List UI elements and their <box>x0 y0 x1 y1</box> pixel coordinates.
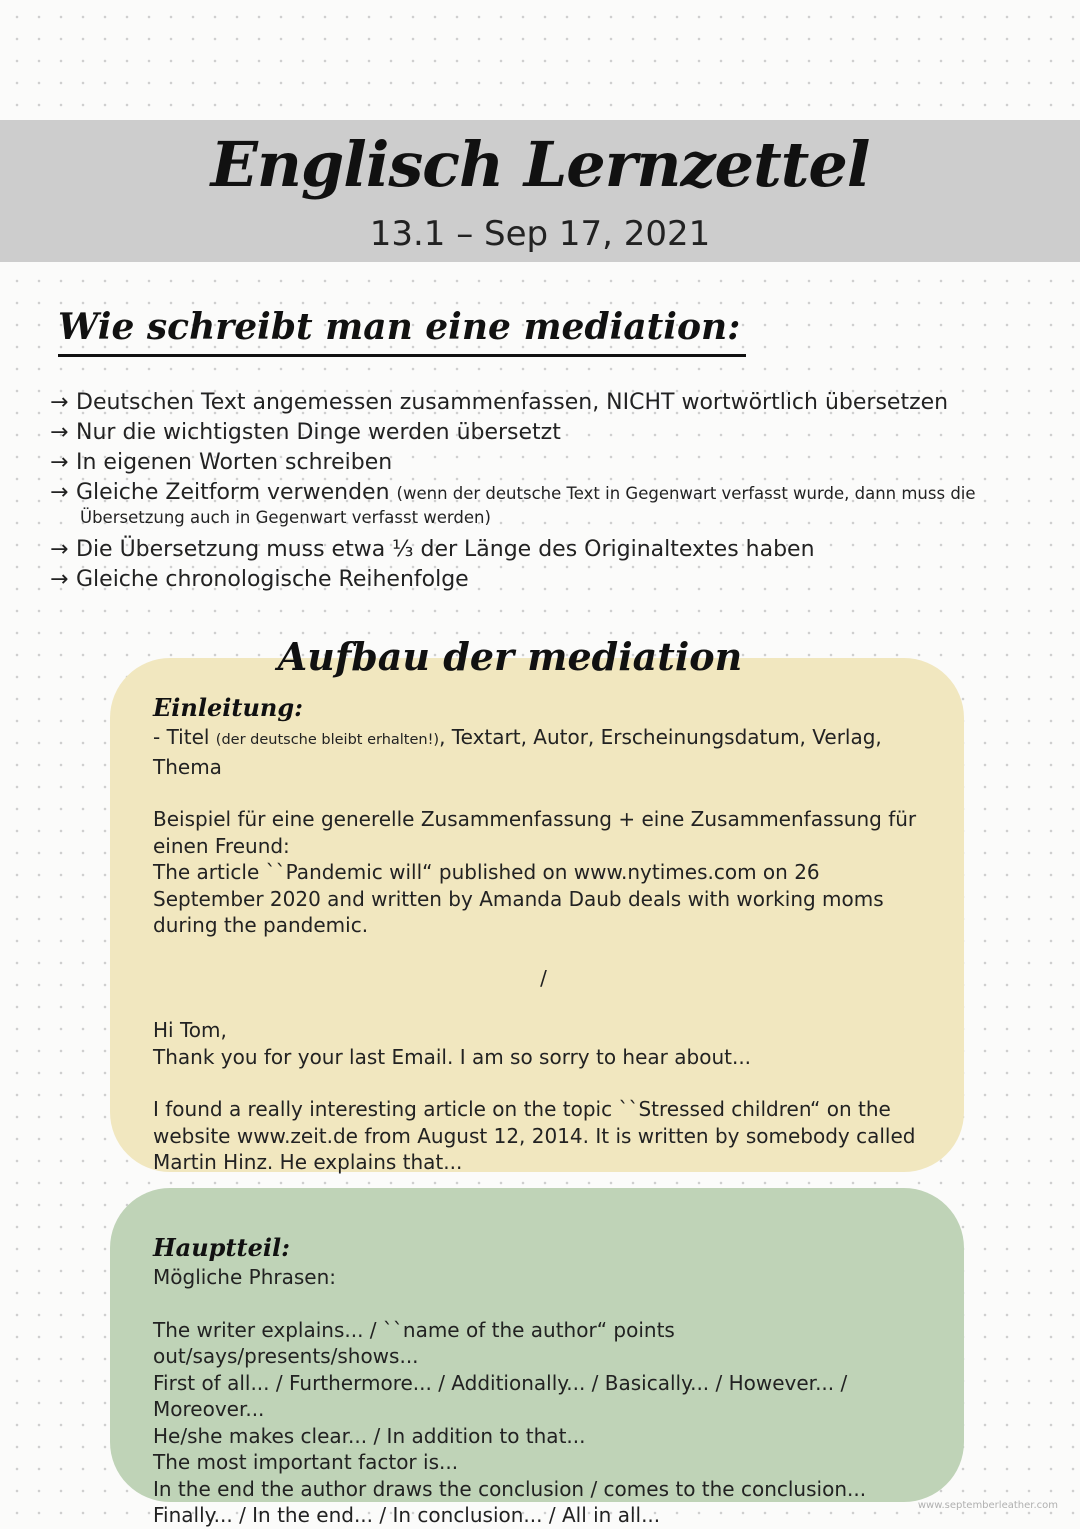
hauptteil-label: Hauptteil: <box>153 1233 290 1262</box>
arrow-right-icon: → <box>50 450 69 475</box>
email-line: Thank you for your last Email. I am so sorry to hear about... <box>153 1044 752 1069</box>
line-note: (der deutsche bleibt erhalten!) <box>215 732 440 748</box>
arrow-right-icon: → <box>50 537 69 562</box>
rule-text: Gleiche Zeitform verwenden <box>76 480 390 505</box>
arrow-right-icon: → <box>50 420 69 445</box>
arrow-right-icon: → <box>50 480 69 505</box>
phrase-line: In the end the author draws the conclusion / comes to the conclusion... <box>153 1476 867 1501</box>
rules-list <box>50 388 1030 595</box>
hauptteil-box <box>110 1188 964 1527</box>
phrases-intro: Mögliche Phrasen: <box>153 1265 336 1289</box>
einleitung-label: Einleitung: <box>153 693 303 722</box>
watermark: www.septemberleather.com <box>917 1500 1058 1511</box>
list-item <box>50 535 1030 565</box>
rule-note-continuation: Übersetzung auch in Gegenwart verfasst werden) <box>80 508 491 527</box>
section-heading-aufbau: Aufbau der mediation <box>277 634 743 679</box>
phrase-line: The writer explains... / ``name of the author“ points out/says/presents/shows... <box>153 1317 675 1368</box>
rule-text: Nur die wichtigsten Dinge werden übersetzt <box>76 420 561 445</box>
phrase-line: First of all... / Furthermore... / Additionally... / Basically... / However... / Moreover... <box>153 1370 848 1421</box>
example-intro: Beispiel für eine generelle Zusammenfassung + eine Zusammenfassung für einen Freund: <box>153 807 917 858</box>
page-title: Englisch Lernzettel <box>210 128 870 201</box>
hauptteil-content <box>153 1232 934 1529</box>
phrase-line: The most important factor is... <box>153 1450 459 1474</box>
list-item <box>50 478 1030 509</box>
rule-note: (wenn der deutsche Text in Gegenwart verfasst wurde, dann muss die <box>396 484 976 503</box>
list-item <box>50 418 1030 448</box>
arrow-right-icon: → <box>50 390 69 415</box>
list-item <box>50 565 1030 595</box>
einleitung-box <box>110 658 964 1172</box>
email-article: I found a really interesting article on the topic ``Stressed children“ on the website www.zeit.de from August 12, 2014. It is written by somebody called Martin Hinz. He explains that... <box>153 1097 916 1174</box>
einleitung-line <box>153 724 934 780</box>
phrase-line: He/she makes clear... / In addition to that... <box>153 1423 586 1448</box>
rule-text: Gleiche chronologische Reihenfolge <box>76 567 469 592</box>
list-item <box>50 388 1030 418</box>
list-item <box>50 448 1030 478</box>
einleitung-content <box>153 692 934 1176</box>
rule-text: Deutschen Text angemessen zusammenfassen, NICHT wortwörtlich übersetzen <box>76 390 949 415</box>
arrow-right-icon: → <box>50 567 69 592</box>
line-end: , Textart, Autor, Erscheinungsdatum, Verlag, Thema <box>153 725 882 779</box>
section-heading-mediation: Wie schreibt man eine mediation: <box>58 306 746 357</box>
separator: / <box>540 965 547 990</box>
line-start: - Titel <box>153 725 216 749</box>
page-subtitle: 13.1 – Sep 17, 2021 <box>369 214 711 254</box>
phrase-line: Finally... / In the end... / In conclusion... / All in all... <box>153 1503 661 1527</box>
rule-text: Die Übersetzung muss etwa ⅓ der Länge des Originaltextes haben <box>76 537 815 562</box>
email-greeting: Hi Tom, <box>153 1018 227 1042</box>
rule-text: In eigenen Worten schreiben <box>76 450 393 475</box>
example-article: The article ``Pandemic will“ published on www.nytimes.com on 26 September 2020 and written by Amanda Daub deals with working moms during the pandemic. <box>153 860 884 937</box>
